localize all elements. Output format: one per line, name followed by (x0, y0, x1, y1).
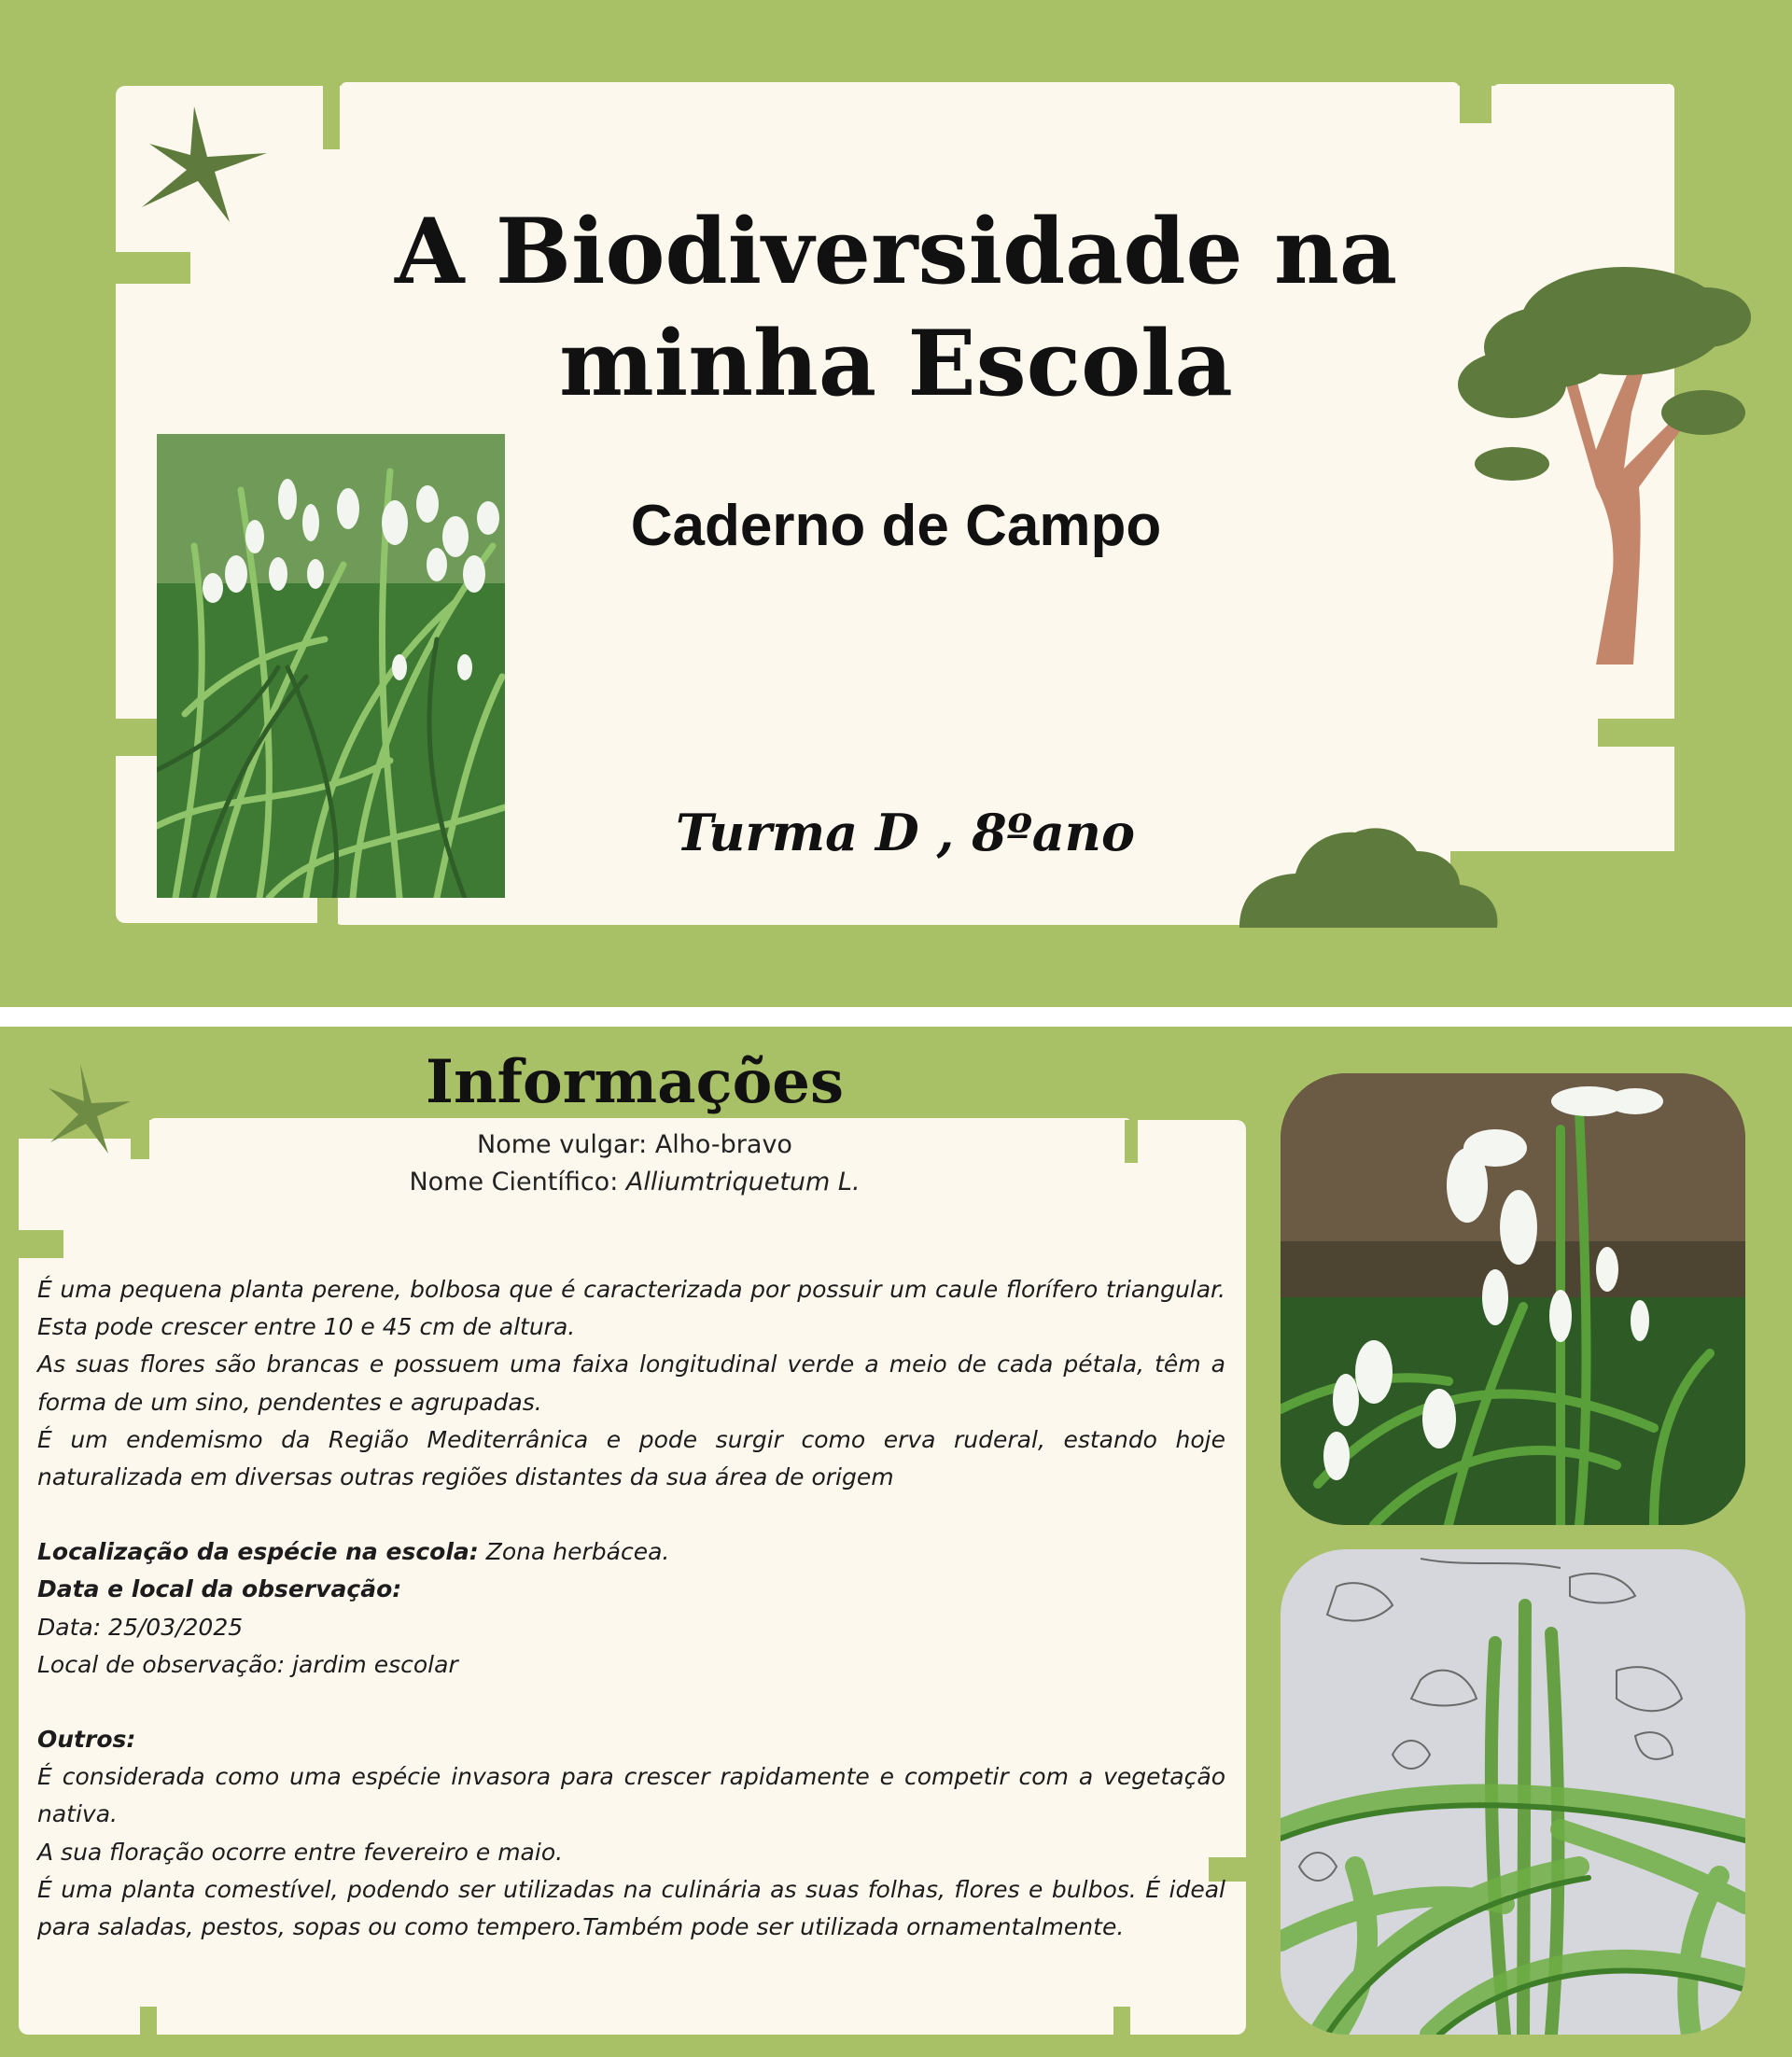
observation-place: Local de observação: jardim escolar (37, 1650, 458, 1678)
star-icon (43, 1062, 133, 1155)
page-title (355, 196, 1437, 420)
common-name: Nome vulgar: Alho-bravo (477, 1130, 792, 1159)
class-label: Turma D , 8ºano (676, 803, 1135, 862)
paper-notch (1113, 2007, 1130, 2035)
paper-notch (1460, 82, 1491, 123)
title-line-1: A Biodiversidade na (394, 199, 1398, 304)
bush-icon (1239, 823, 1501, 928)
others-paragraph: É considerada como uma espécie invasora para crescer rapidamente e competir com a vegetação nativa. (37, 1763, 1225, 1828)
page-subtitle: Caderno de Campo (630, 494, 1162, 558)
description-paragraph: As suas flores são brancas e possuem uma faixa longitudinal verde a meio de cada pétala, têm a forma de um sino, pendentes e agrupadas. (37, 1350, 1225, 1416)
tree-icon (1456, 263, 1755, 665)
paper-edge (336, 910, 1251, 925)
plant-photo (157, 434, 505, 898)
others-paragraph: É uma planta comestível, podendo ser utilizadas na culinária as suas folhas, flores e bulbos. É ideal para saladas, pestos, sopas ou como tempero.Também pode ser utilizada ornamentalmente. (37, 1875, 1225, 1941)
location-label: Localização da espécie na escola: (37, 1538, 479, 1566)
paper-edge (1493, 84, 1674, 140)
cover-slide (0, 0, 1792, 1007)
others-paragraph: A sua floração ocorre entre fevereiro e maio. (37, 1838, 564, 1866)
paper-notch (140, 2007, 157, 2035)
paper-edge (116, 280, 134, 495)
observation-label: Data e local da observação: (37, 1575, 402, 1603)
scientific-name-label: Nome Científico: (409, 1168, 626, 1196)
location-line (37, 1533, 1225, 1571)
paper-notch (116, 719, 157, 756)
info-heading: Informações (426, 1047, 844, 1117)
paper-edge (341, 82, 1459, 101)
paper-notch (1598, 719, 1674, 747)
paper-notch (116, 252, 190, 284)
star-icon (136, 103, 269, 224)
description-paragraph: É um endemismo da Região Mediterrânica e pode surgir como erva ruderal, estando hoje naturalizada em diversas outras regiões distantes da sua área de origem (37, 1425, 1225, 1491)
flower-photo (1281, 1073, 1745, 1525)
title-line-2: minha Escola (559, 311, 1233, 416)
location-value: Zona herbácea. (478, 1538, 670, 1566)
scientific-name-value: Alliumtriquetum L. (625, 1168, 861, 1196)
observation-date: Data: 25/03/2025 (37, 1613, 244, 1641)
drawing-photo (1281, 1549, 1745, 2035)
species-description (37, 1271, 1225, 1946)
paper-notch (317, 896, 338, 930)
scientific-name (131, 1164, 1139, 1201)
description-paragraph: É uma pequena planta perene, bolbosa que é caracterizada por possuir um caule florífero triangular. Esta pode crescer entre 10 e 45 cm de altura. (37, 1276, 1225, 1341)
paper-notch (323, 82, 340, 149)
others-label: Outros: (37, 1726, 136, 1754)
paper-notch (19, 1230, 63, 1258)
